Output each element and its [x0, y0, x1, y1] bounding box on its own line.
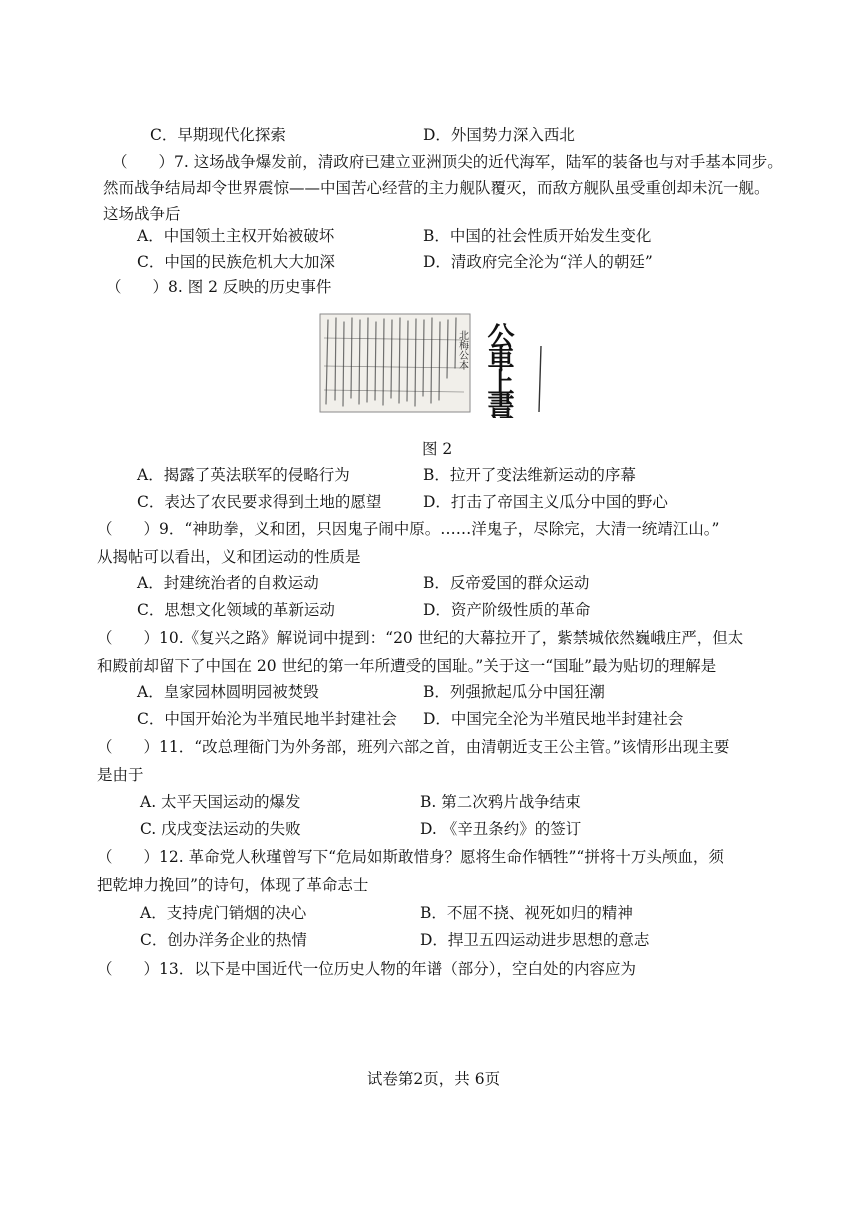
q12-stem-line2: 把乾坤力挽回”的诗句，体现了革命志士	[97, 876, 369, 894]
q7-stem-line1: （ ）7. 这场战争爆发前，清政府已建立亚洲顶尖的近代海军，陆军的装备也与对手基本同步。	[112, 153, 783, 171]
q12-option-a: A．支持虎门销烟的决心	[140, 904, 307, 922]
q10-stem-line2: 和殿前却留下了中国在 20 世纪的第一年所遭受的国耻。”关于这一“国耻”最为贴切的理解是	[97, 657, 717, 675]
figure-2-image	[316, 308, 548, 418]
figure-title: 公車上書記	[482, 322, 514, 418]
q10-stem-line1: （ ）10.《复兴之路》解说词中提到：“20 世纪的大幕拉开了，紫禁城依然巍峨庄严，但太	[97, 629, 744, 647]
q10-option-b: B．列强掀起瓜分中国狂潮	[423, 683, 605, 701]
q9-option-a: A．封建统治者的自救运动	[137, 574, 319, 592]
q9-stem-line1: （ ）9．“神助拳，义和团，只因鬼子闹中原。……洋鬼子，尽除完，大清一统靖江山。”	[97, 520, 720, 538]
q7-stem-line2: 然而战争结局却令世界震惊——中国苦心经营的主力舰队覆灭，而敌方舰队虽受重创却未沉一舰。	[103, 179, 770, 197]
q7-option-b: B．中国的社会性质开始发生变化	[423, 227, 652, 245]
q11-option-b: B. 第二次鸦片战争结束	[420, 793, 581, 811]
page-footer: 试卷第2页，共 6页	[366, 1070, 501, 1088]
q8-option-c: C．表达了农民要求得到土地的愿望	[137, 493, 382, 511]
q9-option-b: B．反帝爱国的群众运动	[423, 574, 590, 592]
q8-option-b: B．拉开了变法维新运动的序幕	[423, 466, 636, 484]
q11-stem-line1: （ ）11．“改总理衙门为外务部，班列六部之首，由清朝近支王公主管。”该情形出现主要	[97, 738, 730, 756]
q7-option-d: D．清政府完全沦为“洋人的朝廷”	[423, 253, 653, 271]
q11-option-d: D. 《辛丑条约》的签订	[420, 820, 582, 838]
q11-stem-line2: 是由于	[97, 766, 144, 784]
q10-option-c: C．中国开始沦为半殖民地半封建社会	[137, 710, 397, 728]
q12-option-b: B．不屈不挠、视死如归的精神	[420, 904, 633, 922]
figure-note: 北梅公本	[456, 330, 468, 370]
gongche-shangshu-document-image	[316, 308, 548, 418]
q11-option-c: C. 戊戌变法运动的失败	[140, 820, 301, 838]
q12-stem-line1: （ ）12. 革命党人秋瑾曾写下“危局如斯敢惜身？愿将生命作牺牲”“拼将十万头颅血，须	[97, 848, 724, 866]
q6-option-d: D．外国势力深入西北	[423, 126, 575, 144]
q7-option-a: A．中国领土主权开始被破坏	[137, 227, 335, 245]
q12-option-c: C．创办洋务企业的热情	[140, 931, 307, 949]
q8-option-d: D．打击了帝国主义瓜分中国的野心	[423, 493, 668, 511]
q7-option-c: C．中国的民族危机大大加深	[137, 253, 335, 271]
q7-stem-line3: 这场战争后	[103, 205, 181, 223]
q12-option-d: D．捍卫五四运动进步思想的意志	[420, 931, 650, 949]
q9-option-d: D．资产阶级性质的革命	[423, 601, 591, 619]
q8-option-a: A．揭露了英法联军的侵略行为	[137, 466, 350, 484]
q10-option-a: A．皇家园林圆明园被焚毁	[137, 683, 319, 701]
q6-option-c: C．早期现代化探索	[150, 126, 286, 144]
q9-option-c: C．思想文化领域的革新运动	[137, 601, 335, 619]
q9-stem-line2: 从揭帖可以看出，义和团运动的性质是	[97, 548, 361, 566]
q11-option-a: A. 太平天国运动的爆发	[140, 793, 301, 811]
q10-option-d: D．中国完全沦为半殖民地半封建社会	[423, 710, 684, 728]
q8-stem: （ ）8. 图 2 反映的历史事件	[106, 278, 332, 296]
q13-stem: （ ）13．以下是中国近代一位历史人物的年谱（部分），空白处的内容应为	[97, 960, 636, 978]
figure-2-caption: 图 2	[422, 440, 453, 458]
